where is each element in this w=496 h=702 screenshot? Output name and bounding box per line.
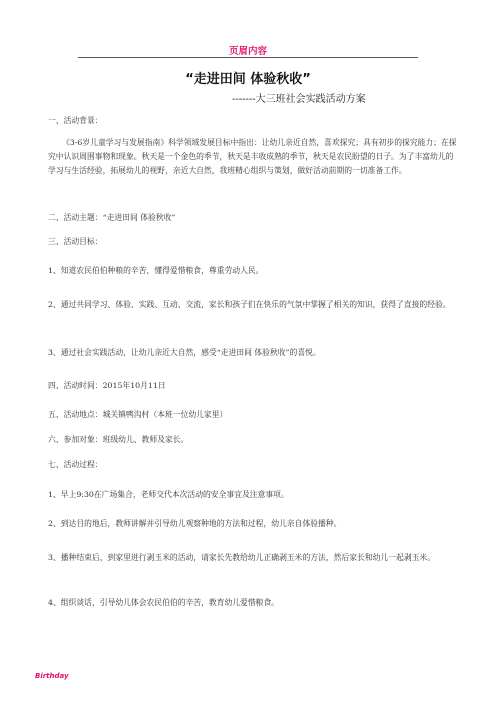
page-footer: Birthday <box>35 672 69 680</box>
process-step-1: 1、早上9:30在广场集合，老师交代本次活动的安全事宜及注意事项。 <box>48 490 289 499</box>
section-process-heading: 七、活动过程： <box>48 460 103 469</box>
goal-item-3: 3、通过社会实践活动，让幼儿亲近大自然，感受“走进田间 体验秋收”的喜悦。 <box>48 348 321 357</box>
document-title: “走进田间 体验秋收” <box>185 72 311 87</box>
section-time: 四、活动时间：2015年10月11日 <box>48 381 166 390</box>
process-step-4: 4、组织谈话，引导幼儿体会农民伯伯的辛苦，教育幼儿爱惜粮食。 <box>48 598 280 607</box>
section-theme: 二、活动主题：“走进田间 体验秋收” <box>48 213 176 222</box>
section-participants: 六、参加对象：班级幼儿、教师及家长。 <box>48 435 189 444</box>
process-step-3: 3、播种结束后，到家里进行剥玉米的活动，请家长先教给幼儿正确剥玉米的方法，然后家长和幼儿一起剥玉米。 <box>48 553 436 562</box>
goal-item-2: 2、通过共同学习、体验、实践、互动、交流，家长和孩子们在快乐的气氛中掌握了相关的知识，获得了直接的经验。 <box>48 300 451 309</box>
section-goals-heading: 三、活动目标： <box>48 237 103 246</box>
process-step-2: 2、到达目的地后，教师讲解并引导幼儿观察种地的方法和过程，幼儿亲自体验播种。 <box>48 519 342 528</box>
section-location: 五、活动地点：城关镇鸭沟村（本班一位幼儿家里） <box>48 410 228 419</box>
header-divider <box>78 57 418 58</box>
goal-item-1: 1、知道农民伯伯种粮的辛苦，懂得爱惜粮食，尊重劳动人民。 <box>48 266 264 275</box>
page-header: 页眉内容 <box>228 46 267 57</box>
document-subtitle: -------大三班社会实践活动方案 <box>232 94 366 105</box>
section-background-heading: 一、活动背景： <box>48 116 103 125</box>
section-background-body: 《3-6岁儿童学习与发展指南》科学领域发展目标中指出：让幼儿亲近自然，喜欢探究；具有初步的探究能力；在探究中认识周围事物和现象。秋天是一个金色的季节，秋天是丰收成熟的季节，秋天是农民盼望的日子。为了丰富幼儿的学习与生活经验，拓展幼儿的视野，亲近大自然，我班精心组织与策划，做好活动前期的一切准备工作。 <box>48 138 457 175</box>
